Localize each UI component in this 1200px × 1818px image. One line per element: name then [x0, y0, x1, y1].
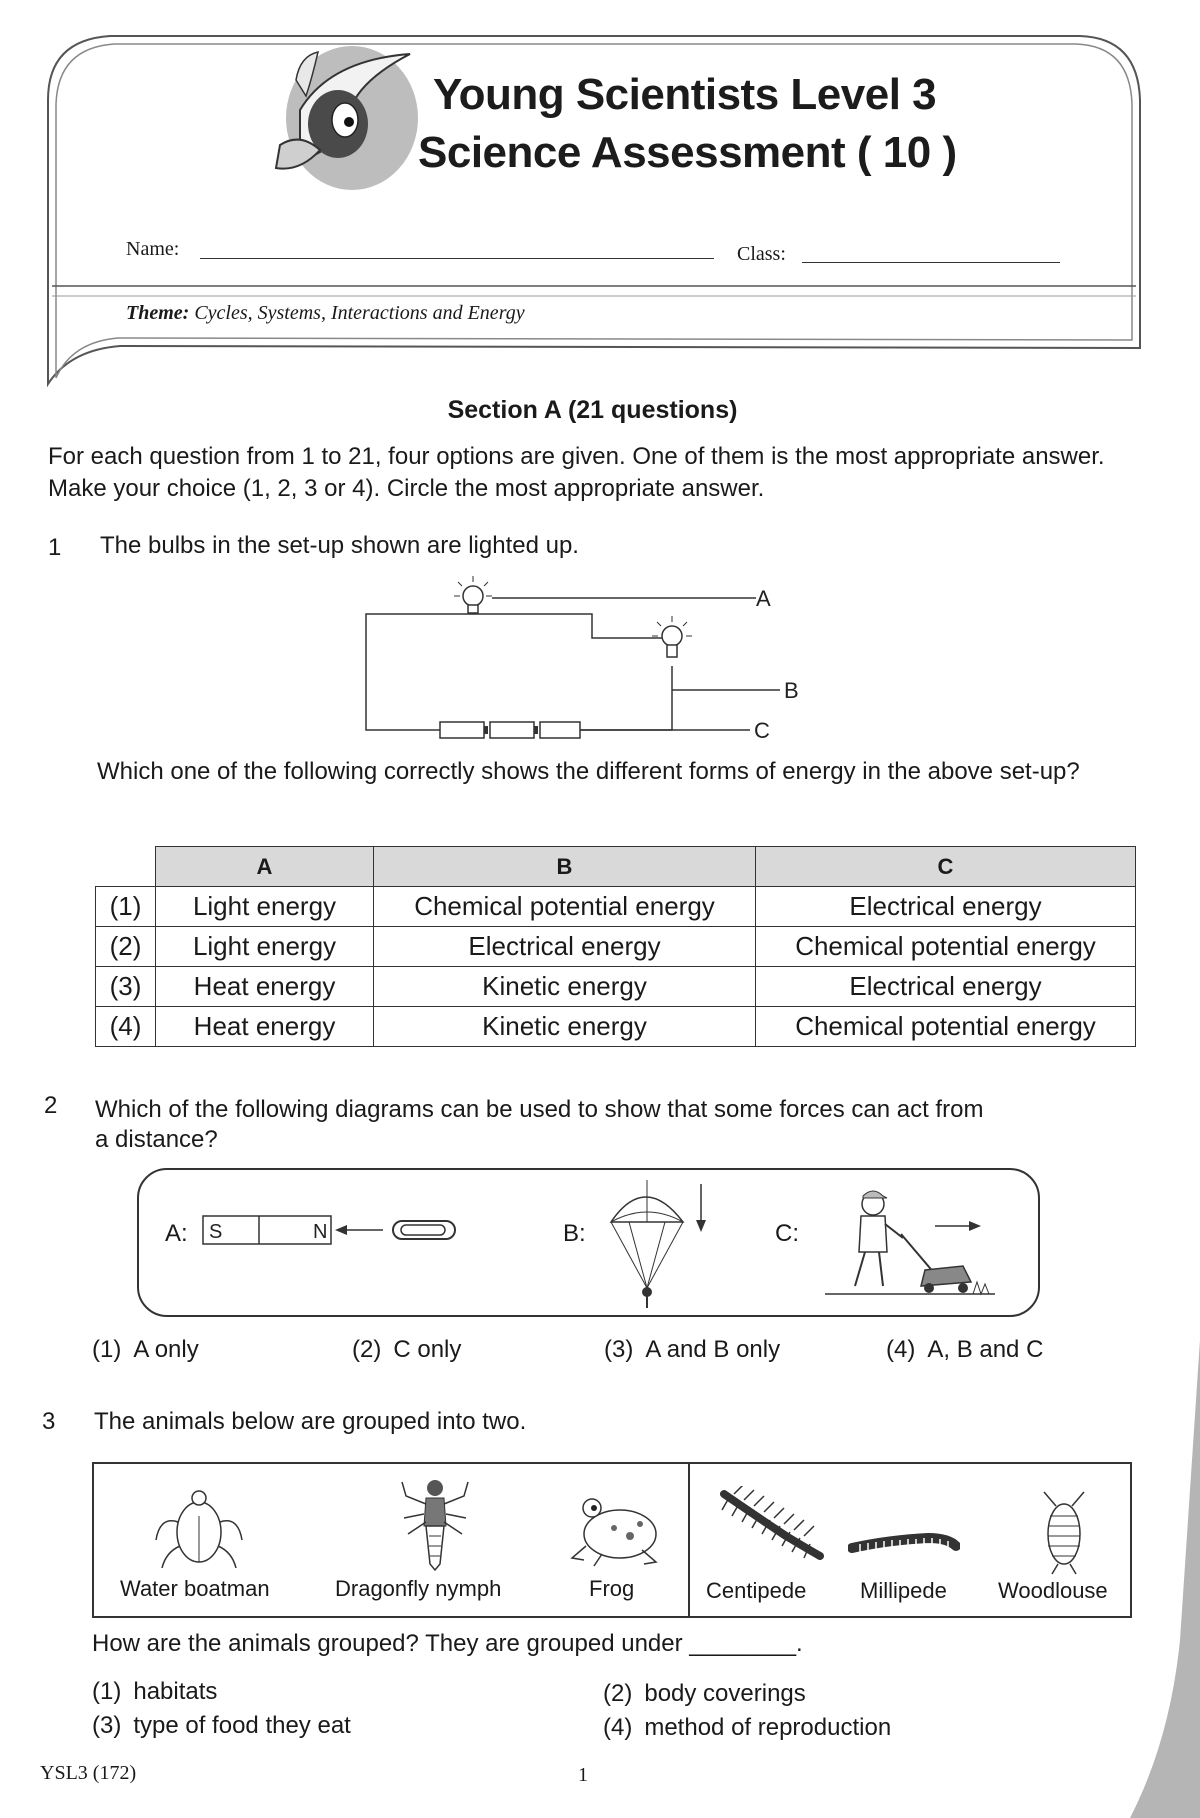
- parachute-icon: [605, 1178, 715, 1318]
- option-text: method of reproduction: [644, 1714, 892, 1741]
- q2-stem-line-2: a distance?: [95, 1126, 218, 1153]
- table-cell: Heat energy: [156, 1007, 374, 1047]
- table-header-c: C: [756, 847, 1136, 887]
- table-row[interactable]: [96, 967, 1136, 1007]
- animals-box: [92, 1462, 1132, 1618]
- table-header-a: A: [156, 847, 374, 887]
- animal-label-dragonfly-nymph: Dragonfly nymph: [335, 1576, 502, 1601]
- magnet-n-label: N: [313, 1221, 328, 1243]
- woodlouse-icon: [1034, 1486, 1094, 1576]
- q2-option-4[interactable]: [886, 1336, 1043, 1364]
- q2-number: 2: [44, 1092, 58, 1119]
- footer-code: YSL3 (172): [40, 1762, 137, 1784]
- option-text: A, B and C: [927, 1336, 1044, 1363]
- table-header-blank: [96, 847, 156, 887]
- animal-label-frog: Frog: [589, 1576, 635, 1601]
- table-cell-option[interactable]: (2): [96, 927, 156, 967]
- name-field-line[interactable]: [200, 258, 714, 259]
- option-text: A only: [133, 1336, 199, 1363]
- option-number: (3): [604, 1336, 634, 1363]
- table-cell: Light energy: [156, 887, 374, 927]
- table-header-b: B: [374, 847, 756, 887]
- bulb-1-icon: [454, 576, 492, 613]
- table-cell: Heat energy: [156, 967, 374, 1007]
- animal-label-centipede: Centipede: [706, 1578, 807, 1603]
- animal-label-woodlouse: Woodlouse: [998, 1578, 1108, 1603]
- class-label: Class:: [737, 243, 786, 265]
- q1-stem: The bulbs in the set-up shown are lighted up.: [100, 532, 579, 559]
- table-row[interactable]: [96, 927, 1136, 967]
- section-title: Section A (21 questions): [447, 396, 738, 424]
- header-frame: [0, 0, 1200, 400]
- option-text: habitats: [133, 1678, 218, 1705]
- diagram-label-b: B:: [563, 1220, 586, 1247]
- mascot-logo: [276, 46, 418, 190]
- q2-option-3[interactable]: [604, 1336, 780, 1364]
- table-cell: Kinetic energy: [374, 1007, 756, 1047]
- q3-question: How are the animals grouped? They are grouped under ________.: [92, 1630, 803, 1657]
- battery-cells-icon: [440, 722, 580, 738]
- option-number: (4): [886, 1336, 916, 1363]
- name-label: Name:: [126, 238, 180, 260]
- q3-option-1[interactable]: [92, 1678, 217, 1706]
- option-text: type of food they eat: [133, 1712, 351, 1739]
- bulb-2-icon: [652, 616, 692, 657]
- energy-options-table: [95, 846, 1136, 1047]
- table-row[interactable]: [96, 887, 1136, 927]
- decorative-corner-shape: [1130, 1340, 1200, 1818]
- table-cell: Electrical energy: [756, 887, 1136, 927]
- diagram-label-c: C:: [775, 1220, 799, 1247]
- q1-number: 1: [48, 534, 62, 561]
- option-number: (1): [92, 1336, 122, 1363]
- q3-stem: The animals below are grouped into two.: [94, 1408, 527, 1435]
- table-cell: Electrical energy: [374, 927, 756, 967]
- theme-line: [126, 302, 525, 325]
- table-cell: Chemical potential energy: [756, 1007, 1136, 1047]
- circuit-label-a: A: [756, 586, 771, 611]
- table-cell: Chemical potential energy: [756, 927, 1136, 967]
- theme-value: Cycles, Systems, Interactions and Energy: [194, 302, 525, 324]
- animal-label-water-boatman: Water boatman: [120, 1576, 270, 1601]
- option-text: C only: [393, 1336, 462, 1363]
- table-cell-option[interactable]: (3): [96, 967, 156, 1007]
- magnet-paperclip-diagram: [201, 1212, 461, 1252]
- q3-option-3[interactable]: [92, 1712, 351, 1740]
- circuit-label-b: B: [784, 678, 799, 703]
- q2-option-2[interactable]: [352, 1336, 461, 1364]
- table-cell-option[interactable]: (4): [96, 1007, 156, 1047]
- option-number: (2): [352, 1336, 382, 1363]
- water-boatman-icon: [154, 1486, 244, 1572]
- frog-icon: [566, 1490, 662, 1570]
- table-header-row: [96, 847, 1136, 887]
- q1-circuit-diagram: [360, 570, 810, 750]
- diagram-label-a: A:: [165, 1220, 188, 1247]
- table-cell: Kinetic energy: [374, 967, 756, 1007]
- class-field-line[interactable]: [802, 262, 1060, 263]
- title-line-2: Science Assessment ( 10 ): [418, 128, 957, 177]
- q2-option-1[interactable]: [92, 1336, 199, 1364]
- table-cell: Light energy: [156, 927, 374, 967]
- title-line-1: Young Scientists Level 3: [433, 70, 937, 119]
- animal-label-millipede: Millipede: [860, 1578, 947, 1603]
- option-number: (1): [92, 1678, 122, 1705]
- q3-option-4[interactable]: [603, 1714, 891, 1742]
- dragonfly-nymph-icon: [400, 1474, 470, 1574]
- table-cell: Electrical energy: [756, 967, 1136, 1007]
- instructions: For each question from 1 to 21, four options are given. One of them is the most appropriate answer. Make your choice (1, 2, 3 or 4). Circle the most appropriate answer.: [48, 443, 1105, 502]
- group-divider: [688, 1464, 690, 1616]
- q1-question: Which one of the following correctly shows the different forms of energy in the above set-up?: [97, 758, 1080, 785]
- magnet-s-label: S: [209, 1221, 223, 1243]
- lawnmower-person-icon: [825, 1182, 1025, 1312]
- millipede-icon: [848, 1524, 960, 1564]
- table-cell-option[interactable]: (1): [96, 887, 156, 927]
- table-cell: Chemical potential energy: [374, 887, 756, 927]
- option-number: (4): [603, 1714, 633, 1741]
- option-number: (3): [92, 1712, 122, 1739]
- option-number: (2): [603, 1680, 633, 1707]
- option-text: A and B only: [645, 1336, 781, 1363]
- centipede-icon: [716, 1486, 826, 1566]
- circuit-label-c: C: [754, 718, 770, 743]
- theme-label: Theme:: [126, 302, 190, 324]
- q3-number: 3: [42, 1408, 56, 1435]
- q2-stem-line-1: Which of the following diagrams can be used to show that some forces can act from: [95, 1096, 984, 1123]
- option-text: body coverings: [644, 1680, 806, 1707]
- q3-option-2[interactable]: [603, 1680, 806, 1708]
- page-number: 1: [578, 1764, 588, 1786]
- table-row[interactable]: [96, 1007, 1136, 1047]
- forces-diagram-box: [137, 1168, 1040, 1317]
